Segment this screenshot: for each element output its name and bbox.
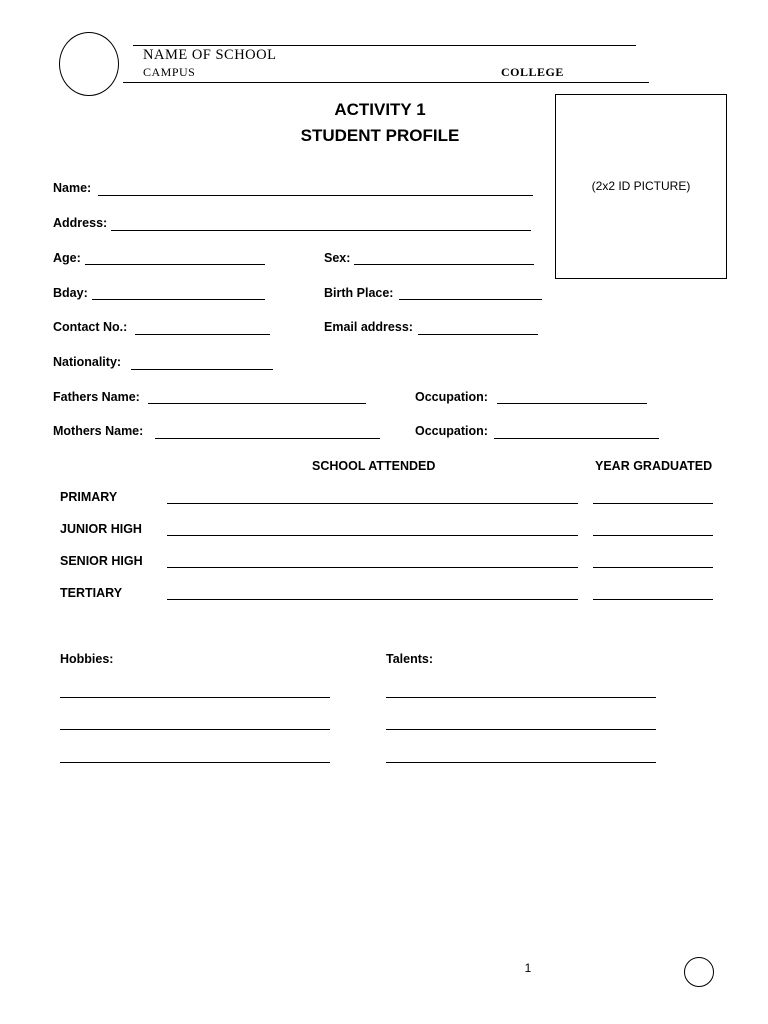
mothers-occupation-label: Occupation: xyxy=(415,424,488,438)
sex-line[interactable] xyxy=(354,264,534,265)
year-graduated-header: YEAR GRADUATED xyxy=(595,459,713,473)
education-level-junior-high: JUNIOR HIGH xyxy=(60,522,142,536)
education-level-senior-high: SENIOR HIGH xyxy=(60,554,143,568)
college-label: COLLEGE xyxy=(501,65,564,79)
fathers-occupation-line[interactable] xyxy=(497,403,647,404)
age-line[interactable] xyxy=(85,264,265,265)
campus-label: CAMPUS xyxy=(143,65,196,79)
activity-title: ACTIVITY 1 xyxy=(334,100,426,119)
hobbies-label: Hobbies: xyxy=(60,652,114,666)
tertiary-year-line[interactable] xyxy=(593,599,713,600)
profile-title: STUDENT PROFILE xyxy=(300,126,460,145)
birth-place-line[interactable] xyxy=(399,299,542,300)
talents-line[interactable] xyxy=(386,697,656,698)
sex-label: Sex: xyxy=(324,251,351,265)
header-top-rule xyxy=(133,45,636,46)
school-logo-circle xyxy=(59,32,119,96)
senior-high-year-line[interactable] xyxy=(593,567,713,568)
nationality-line[interactable] xyxy=(131,369,273,370)
fathers-occupation-label: Occupation: xyxy=(415,390,488,404)
talents-label: Talents: xyxy=(386,652,433,666)
tertiary-school-line[interactable] xyxy=(167,599,578,600)
age-label: Age: xyxy=(53,251,81,265)
fathers-name-line[interactable] xyxy=(148,403,366,404)
primary-year-line[interactable] xyxy=(593,503,713,504)
page-number: 1 xyxy=(524,961,532,975)
nationality-label: Nationality: xyxy=(53,355,122,369)
name-label: Name: xyxy=(53,181,92,195)
header-bottom-rule xyxy=(123,82,649,83)
hobbies-line[interactable] xyxy=(60,729,330,730)
corner-circle xyxy=(684,957,714,987)
id-picture-box xyxy=(555,94,727,279)
bday-label: Bday: xyxy=(53,286,88,300)
junior-high-year-line[interactable] xyxy=(593,535,713,536)
talents-line[interactable] xyxy=(386,729,656,730)
bday-line[interactable] xyxy=(92,299,265,300)
school-name: NAME OF SCHOOL xyxy=(143,47,277,63)
birth-place-label: Birth Place: xyxy=(324,286,394,300)
hobbies-line[interactable] xyxy=(60,762,330,763)
talents-line[interactable] xyxy=(386,762,656,763)
address-label: Address: xyxy=(53,216,108,230)
junior-high-school-line[interactable] xyxy=(167,535,578,536)
fathers-name-label: Fathers Name: xyxy=(53,390,140,404)
mothers-name-line[interactable] xyxy=(155,438,380,439)
hobbies-line[interactable] xyxy=(60,697,330,698)
education-level-tertiary: TERTIARY xyxy=(60,586,123,600)
primary-school-line[interactable] xyxy=(167,503,578,504)
id-picture-label: (2x2 ID PICTURE) xyxy=(591,179,691,193)
address-line[interactable] xyxy=(111,230,531,231)
name-line[interactable] xyxy=(98,195,533,196)
contact-label: Contact No.: xyxy=(53,320,128,334)
school-attended-header: SCHOOL ATTENDED xyxy=(312,459,436,473)
email-line[interactable] xyxy=(418,334,538,335)
contact-line[interactable] xyxy=(135,334,270,335)
senior-high-school-line[interactable] xyxy=(167,567,578,568)
mothers-name-label: Mothers Name: xyxy=(53,424,144,438)
email-label: Email address: xyxy=(324,320,413,334)
mothers-occupation-line[interactable] xyxy=(494,438,659,439)
education-level-primary: PRIMARY xyxy=(60,490,118,504)
